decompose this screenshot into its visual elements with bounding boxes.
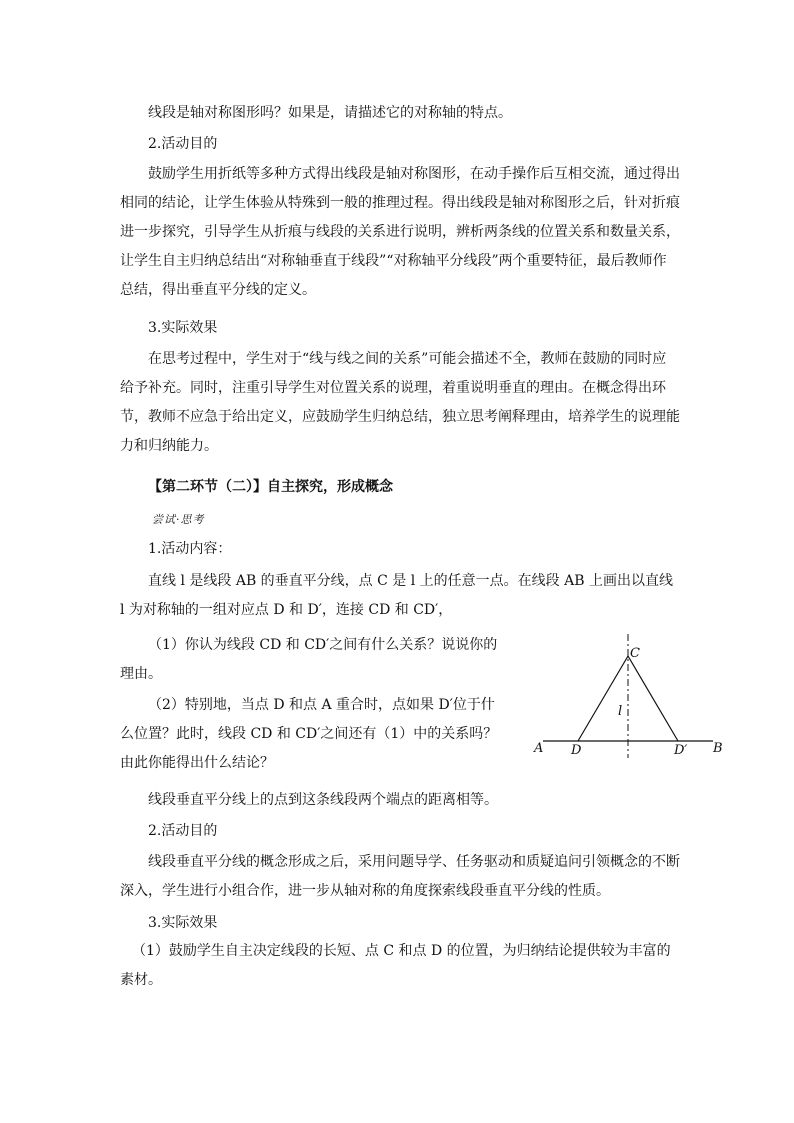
section-title: 【第二环节（二）】自主探究，形成概念	[148, 479, 393, 495]
label-D: D	[571, 743, 582, 758]
label-l: l	[618, 704, 623, 719]
heading-actual-effect: 3.实际效果	[148, 320, 218, 336]
question-paragraph: 线段是轴对称图形吗？如果是，请描述它的对称轴的特点。	[148, 105, 512, 121]
segment-CDprime	[628, 656, 678, 741]
conclusion-paragraph: 线段垂直平分线上的点到这条线段两个端点的距离相等。	[148, 792, 498, 808]
label-B: B	[713, 741, 723, 756]
question-2: （2）特别地，当点 D 和点 A 重合时，点如果 D′位于什么位置？此时，线段 CD 和 CD′之间还有（1）中的关系吗？由此你能得出什么结论？	[120, 697, 498, 771]
label-D-prime: D′	[674, 743, 688, 758]
goal-paragraph: 鼓励学生用折纸等多种方式得出线段是轴对称图形，在动手操作后互相交流，通过得出相同的结论，让学生体验从特殊到一般的推理过程。得出线段是轴对称图形之后，针对折痕进一步探究，引导学生从折痕与线段的关系进行说明，辨析两条线的位置关系和数量关系，让学生自主归纳总结出“对称轴垂直于线段”“对称轴平分线段”两个重要特征，最后教师作总结，得出垂直平分线的定义。	[120, 166, 680, 298]
heading-activity-goal: 2.活动目的	[148, 136, 218, 152]
label-A: A	[534, 741, 544, 756]
think-label: 尝试·思考	[152, 513, 205, 526]
heading-activity-goal-2: 2.活动目的	[148, 823, 218, 839]
content-paragraph: 直线 l 是线段 AB 的垂直平分线，点 C 是 l 上的任意一点。在线段 AB 上画出以直线 l 为对称轴的一组对应点 D 和 D′，连接 CD 和 CD′，	[120, 573, 673, 618]
segment-CD	[578, 656, 628, 741]
heading-activity-content: 1.活动内容：	[148, 541, 232, 557]
effect-paragraph: 在思考过程中，学生对于“线与线之间的关系”可能会描述不全，教师在鼓励的同时应给予补充。同时，注重引导学生对位置关系的说理，着重说明垂直的理由。在概念得出环节，教师不应急于给出定义，应鼓励学生归纳总结，独立思考阐释理由，培养学生的说理能力和归纳能力。	[120, 351, 680, 454]
goal-paragraph-2: 线段垂直平分线的概念形成之后，采用问题导学、任务驱动和质疑追问引领概念的不断深入，学生进行小组合作，进一步从轴对称的角度探索线段垂直平分线的性质。	[120, 854, 680, 899]
heading-actual-effect-2: 3.实际效果	[148, 915, 218, 931]
question-1: （1）你认为线段 CD 和 CD′之间有什么关系？说说你的理由。	[120, 637, 498, 682]
label-C: C	[630, 646, 640, 661]
effect-paragraph-2: （1）鼓励学生自主决定线段的长短、点 C 和点 D 的位置，为归纳结论提供较为丰富的素材。	[120, 943, 671, 988]
perpendicular-bisector-figure	[527, 630, 727, 765]
